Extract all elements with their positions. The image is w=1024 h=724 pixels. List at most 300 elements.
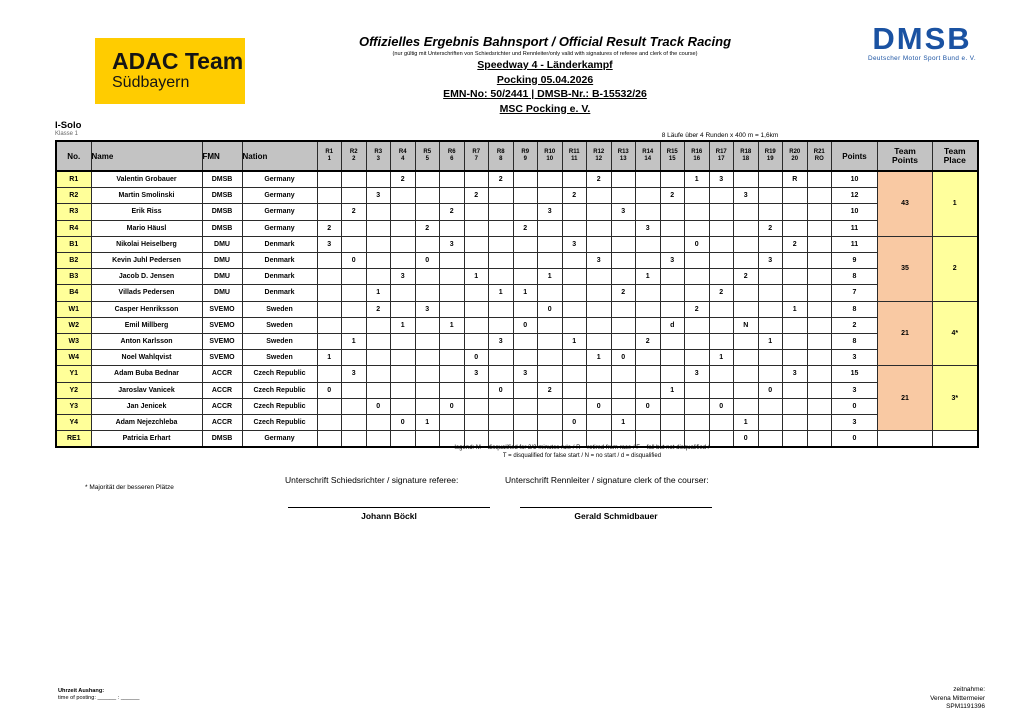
heat-score (783, 350, 808, 366)
heat-score (783, 204, 808, 220)
heat-score (342, 220, 367, 236)
heat-score (489, 236, 514, 252)
heat-score (685, 382, 710, 398)
heat-score (807, 236, 832, 252)
rider-name: Villads Pedersen (91, 285, 202, 301)
heat-score (562, 317, 587, 333)
heat-number: R8 (496, 149, 505, 155)
heat-score: 0 (709, 398, 734, 414)
heat-score (783, 188, 808, 204)
rider-no: W4 (56, 350, 91, 366)
event-date-place: Pocking 05.04.2026 (496, 73, 594, 86)
rider-no: W3 (56, 334, 91, 350)
heat-score (317, 253, 342, 269)
heat-score (685, 253, 710, 269)
heat-score (807, 334, 832, 350)
table-row-r2 (56, 188, 978, 204)
referee-name: Johann Böckl (361, 511, 417, 521)
table-row-r1 (56, 171, 978, 188)
heat-score (440, 415, 465, 431)
rider-points: 7 (832, 285, 878, 301)
heat-score (489, 220, 514, 236)
col-header-heat-r11 (562, 141, 587, 171)
heat-score (391, 220, 416, 236)
heat-score: 0 (489, 382, 514, 398)
posting-time (58, 688, 139, 702)
rider-no: Y3 (56, 398, 91, 414)
heat-score: 1 (440, 317, 465, 333)
col-header-heat-r6 (440, 141, 465, 171)
heat-order: 1 (327, 156, 331, 162)
heat-score (587, 317, 612, 333)
heat-score (611, 317, 636, 333)
heat-score (391, 382, 416, 398)
heat-number: R16 (691, 149, 703, 155)
dmsb-logo (848, 21, 996, 62)
heat-score (685, 415, 710, 431)
heat-number: R10 (544, 149, 556, 155)
col-header-heat-r17 (709, 141, 734, 171)
rider-points: 3 (832, 350, 878, 366)
heat-score: 1 (317, 350, 342, 366)
heat-score (415, 398, 440, 414)
heat-score (611, 220, 636, 236)
heat-score: 2 (489, 171, 514, 188)
col-header-heat-r16 (685, 141, 710, 171)
heat-score (783, 269, 808, 285)
rider-nation: Denmark (242, 269, 317, 285)
heat-score: 2 (342, 204, 367, 220)
heat-order: 9 (523, 156, 527, 162)
heat-score (685, 220, 710, 236)
rider-nation: Sweden (242, 301, 317, 317)
rider-nation: Czech Republic (242, 366, 317, 382)
heat-score: 2 (366, 301, 391, 317)
heat-score: 1 (342, 334, 367, 350)
heat-score (758, 398, 783, 414)
team-place: 2 (933, 236, 978, 301)
heat-score (611, 171, 636, 188)
heat-score (636, 188, 661, 204)
col-header-heat-r10 (538, 141, 563, 171)
heat-score (513, 236, 538, 252)
results-table (55, 140, 979, 448)
heat-score (538, 398, 563, 414)
rider-no: Y2 (56, 382, 91, 398)
heat-score (562, 301, 587, 317)
legend-line1: legend: M = disqualified for 2/3-minutes rule / R = retired from race / F = fall but not disqualified / (454, 445, 710, 451)
heat-number: R17 (715, 149, 727, 155)
rider-points: 0 (832, 398, 878, 414)
heat-score (415, 285, 440, 301)
heat-score: 1 (415, 415, 440, 431)
rider-name: Jan Jenicek (91, 398, 202, 414)
heat-score (415, 382, 440, 398)
rider-no: Y4 (56, 415, 91, 431)
heat-score (391, 204, 416, 220)
heat-score (758, 317, 783, 333)
col-header-heat-r9 (513, 141, 538, 171)
heat-score (513, 350, 538, 366)
heat-score (464, 285, 489, 301)
heat-number: R14 (642, 149, 654, 155)
heat-score (685, 285, 710, 301)
table-row-w1 (56, 301, 978, 317)
timekeeping-info (930, 686, 985, 712)
heat-order: 4 (401, 156, 405, 162)
heat-number: R2 (349, 149, 358, 155)
heat-score (489, 317, 514, 333)
rider-fmn: DMSB (202, 220, 242, 236)
heat-score (342, 188, 367, 204)
heat-score (611, 269, 636, 285)
heat-score (807, 285, 832, 301)
heat-score (464, 398, 489, 414)
rider-fmn: SVEMO (202, 301, 242, 317)
class-sublabel: Klasse 1 (55, 131, 79, 137)
heat-number: R13 (617, 149, 629, 155)
heat-score (342, 301, 367, 317)
heat-order: RO (814, 156, 824, 162)
heat-score (709, 366, 734, 382)
heat-score (807, 350, 832, 366)
heat-score (464, 171, 489, 188)
heat-score: 3 (366, 188, 391, 204)
heat-score (734, 171, 759, 188)
heat-score: N (734, 317, 759, 333)
heat-score: 0 (464, 350, 489, 366)
col-header-heat-r8 (489, 141, 514, 171)
heat-score (636, 253, 661, 269)
heat-order: 3 (376, 156, 380, 162)
rider-fmn: DMSB (202, 431, 242, 448)
heat-score: 3 (391, 269, 416, 285)
heat-score: 2 (415, 220, 440, 236)
dmsb-logo-subtitle: Deutscher Motor Sport Bund e. V. (867, 55, 977, 62)
heat-score (562, 350, 587, 366)
rider-no: B4 (56, 285, 91, 301)
heat-score (734, 334, 759, 350)
heat-score: 3 (783, 366, 808, 382)
heat-score: 3 (538, 204, 563, 220)
event-registration-numbers: EMN-No: 50/2441 | DMSB-Nr.: B-15532/26 (443, 88, 647, 100)
rider-nation: Denmark (242, 285, 317, 301)
rider-no: R2 (56, 188, 91, 204)
heat-score (587, 415, 612, 431)
title-block (310, 34, 780, 115)
heat-score: 3 (464, 366, 489, 382)
heat-score (538, 350, 563, 366)
clerk-signature-line (520, 507, 712, 508)
team-points: 35 (878, 236, 933, 301)
heat-number: R21 (813, 149, 825, 155)
heat-score (562, 285, 587, 301)
heat-number: R5 (423, 149, 432, 155)
heat-score: 2 (562, 188, 587, 204)
legend-line2: T = disqualified for false start / N = no start / d = disqualified (502, 453, 662, 459)
rider-name: Adam Nejezchleba (91, 415, 202, 431)
rider-no: Y1 (56, 366, 91, 382)
rider-points: 10 (832, 171, 878, 188)
heat-score (660, 350, 685, 366)
rider-nation: Denmark (242, 253, 317, 269)
heat-score (734, 398, 759, 414)
col-header-fmn: FMN (202, 141, 242, 171)
heat-number: R7 (472, 149, 481, 155)
rider-no: B1 (56, 236, 91, 252)
heat-score: 3 (660, 253, 685, 269)
rider-name: Martin Smolinski (91, 188, 202, 204)
heat-score (783, 285, 808, 301)
heat-score (709, 301, 734, 317)
heat-order: 19 (766, 156, 774, 162)
heat-score (342, 171, 367, 188)
heat-score (807, 220, 832, 236)
heat-score (587, 285, 612, 301)
col-header-heat-r2 (342, 141, 367, 171)
heat-distance-note: 8 Läufe über 4 Runden x 400 m = 1,6km (661, 132, 779, 139)
heat-score (513, 188, 538, 204)
rider-points: 8 (832, 334, 878, 350)
heat-score (734, 366, 759, 382)
heat-score (636, 350, 661, 366)
heat-score (317, 398, 342, 414)
heat-score (464, 382, 489, 398)
rider-fmn: DMU (202, 269, 242, 285)
referee-signature-line (288, 507, 490, 508)
heat-score (807, 382, 832, 398)
heat-score (440, 366, 465, 382)
heat-score: 3 (636, 220, 661, 236)
rider-nation: Germany (242, 171, 317, 188)
heat-score (709, 188, 734, 204)
heat-score (538, 317, 563, 333)
heat-score (807, 366, 832, 382)
heat-score (440, 269, 465, 285)
table-row-r3 (56, 204, 978, 220)
heat-score (489, 301, 514, 317)
heat-score (538, 188, 563, 204)
heat-score (415, 350, 440, 366)
heat-score (440, 301, 465, 317)
heat-score (440, 285, 465, 301)
heat-score (807, 269, 832, 285)
heat-score (440, 253, 465, 269)
rider-name: Emil Millberg (91, 317, 202, 333)
rider-points: 3 (832, 415, 878, 431)
heat-score (660, 220, 685, 236)
col-header-heat-r5 (415, 141, 440, 171)
heat-score (513, 415, 538, 431)
class-label: I-Solo (55, 120, 82, 131)
heat-score (734, 253, 759, 269)
rider-no: W2 (56, 317, 91, 333)
heat-score (807, 317, 832, 333)
heat-score: 0 (317, 382, 342, 398)
heat-score (366, 269, 391, 285)
heat-score (734, 350, 759, 366)
heat-score (415, 317, 440, 333)
heat-score (317, 188, 342, 204)
heat-score (513, 171, 538, 188)
referee-signature-label: Unterschrift Schiedsrichter / signature referee: (285, 475, 459, 485)
heat-score (660, 204, 685, 220)
heat-score: 0 (636, 398, 661, 414)
table-row-w2 (56, 317, 978, 333)
rider-nation: Czech Republic (242, 415, 317, 431)
heat-score (317, 301, 342, 317)
heat-score (734, 204, 759, 220)
heat-score (317, 366, 342, 382)
rider-no: W1 (56, 301, 91, 317)
heat-score (685, 350, 710, 366)
rider-fmn: SVEMO (202, 317, 242, 333)
table-row-y3 (56, 398, 978, 414)
rider-name: Adam Buba Bednar (91, 366, 202, 382)
heat-score (636, 285, 661, 301)
heat-score (464, 236, 489, 252)
heat-score: d (660, 317, 685, 333)
heat-score (415, 204, 440, 220)
heat-score (562, 269, 587, 285)
heat-score (734, 301, 759, 317)
col-header-heat-r18 (734, 141, 759, 171)
rider-nation: Czech Republic (242, 398, 317, 414)
heat-score (587, 301, 612, 317)
rider-nation: Sweden (242, 350, 317, 366)
rider-points: 10 (832, 204, 878, 220)
heat-score (489, 350, 514, 366)
rider-points: 11 (832, 220, 878, 236)
heat-score (709, 415, 734, 431)
rider-points: 8 (832, 301, 878, 317)
heat-score (783, 334, 808, 350)
heat-score (366, 334, 391, 350)
heat-score (685, 204, 710, 220)
heat-score: 0 (734, 431, 759, 448)
rider-nation: Sweden (242, 334, 317, 350)
heat-score (391, 334, 416, 350)
heat-score (660, 285, 685, 301)
heat-score (440, 220, 465, 236)
heat-score: 1 (538, 269, 563, 285)
heat-score (489, 398, 514, 414)
heat-score (660, 334, 685, 350)
heat-score (783, 317, 808, 333)
heat-number: R6 (447, 149, 456, 155)
col-header-heat-r1 (317, 141, 342, 171)
heat-score: 3 (440, 236, 465, 252)
heat-score (538, 285, 563, 301)
heat-score (783, 253, 808, 269)
heat-score (513, 301, 538, 317)
rider-fmn: ACCR (202, 366, 242, 382)
heat-score (513, 204, 538, 220)
heat-score: 1 (660, 382, 685, 398)
col-header-team-points-line: Team (894, 145, 916, 156)
heat-order: 2 (352, 156, 356, 162)
heat-score (807, 415, 832, 431)
heat-score: 2 (464, 188, 489, 204)
heat-score: 2 (317, 220, 342, 236)
rider-points: 3 (832, 382, 878, 398)
heat-number: R9 (521, 149, 530, 155)
posting-time-label-en: time of posting: ______ : ______ (58, 695, 140, 701)
rider-name: Patricia Erhart (91, 431, 202, 448)
heat-number: R1 (325, 149, 334, 155)
rider-fmn: DMSB (202, 171, 242, 188)
heat-score (366, 236, 391, 252)
posting-time-label-de: Uhrzeit Aushang: (58, 688, 105, 694)
heat-order: 20 (791, 156, 799, 162)
heat-score (611, 301, 636, 317)
heat-score: 0 (513, 317, 538, 333)
heat-score (464, 334, 489, 350)
table-row-b3 (56, 269, 978, 285)
rider-no: R1 (56, 171, 91, 188)
heat-score (391, 301, 416, 317)
heat-score (587, 366, 612, 382)
heat-score (587, 188, 612, 204)
heat-score (758, 269, 783, 285)
heat-score (807, 398, 832, 414)
rider-fmn: DMSB (202, 204, 242, 220)
heat-score (342, 415, 367, 431)
heat-order: 12 (595, 156, 603, 162)
team-place: 4* (933, 301, 978, 366)
heat-score (366, 253, 391, 269)
heat-score: 2 (709, 285, 734, 301)
heat-score: 3 (758, 253, 783, 269)
heat-score (342, 317, 367, 333)
heat-score (391, 285, 416, 301)
heat-score (415, 171, 440, 188)
rider-nation: Sweden (242, 317, 317, 333)
heat-score (513, 382, 538, 398)
heat-score (807, 253, 832, 269)
heat-score: 0 (342, 253, 367, 269)
heat-score: R (783, 171, 808, 188)
heat-score (709, 269, 734, 285)
team-points: 21 (878, 301, 933, 366)
heat-score (391, 398, 416, 414)
heat-score (366, 220, 391, 236)
heat-score (342, 398, 367, 414)
heat-score (562, 366, 587, 382)
heat-score (758, 188, 783, 204)
heat-score (489, 253, 514, 269)
heat-score: 2 (758, 220, 783, 236)
heat-score (611, 366, 636, 382)
rider-nation: Denmark (242, 236, 317, 252)
heat-score (317, 171, 342, 188)
heat-score (391, 350, 416, 366)
heat-score: 1 (513, 285, 538, 301)
heat-score (587, 204, 612, 220)
heat-score (440, 188, 465, 204)
heat-score (709, 236, 734, 252)
heat-score: 1 (562, 334, 587, 350)
heat-score (685, 188, 710, 204)
heat-score (562, 204, 587, 220)
col-header-heat-r19 (758, 141, 783, 171)
heat-score (734, 236, 759, 252)
heat-score (489, 269, 514, 285)
rider-name: Valentin Grobauer (91, 171, 202, 188)
clerk-name: Gerald Schmidbauer (574, 511, 658, 521)
heat-score (587, 220, 612, 236)
heat-score (538, 334, 563, 350)
